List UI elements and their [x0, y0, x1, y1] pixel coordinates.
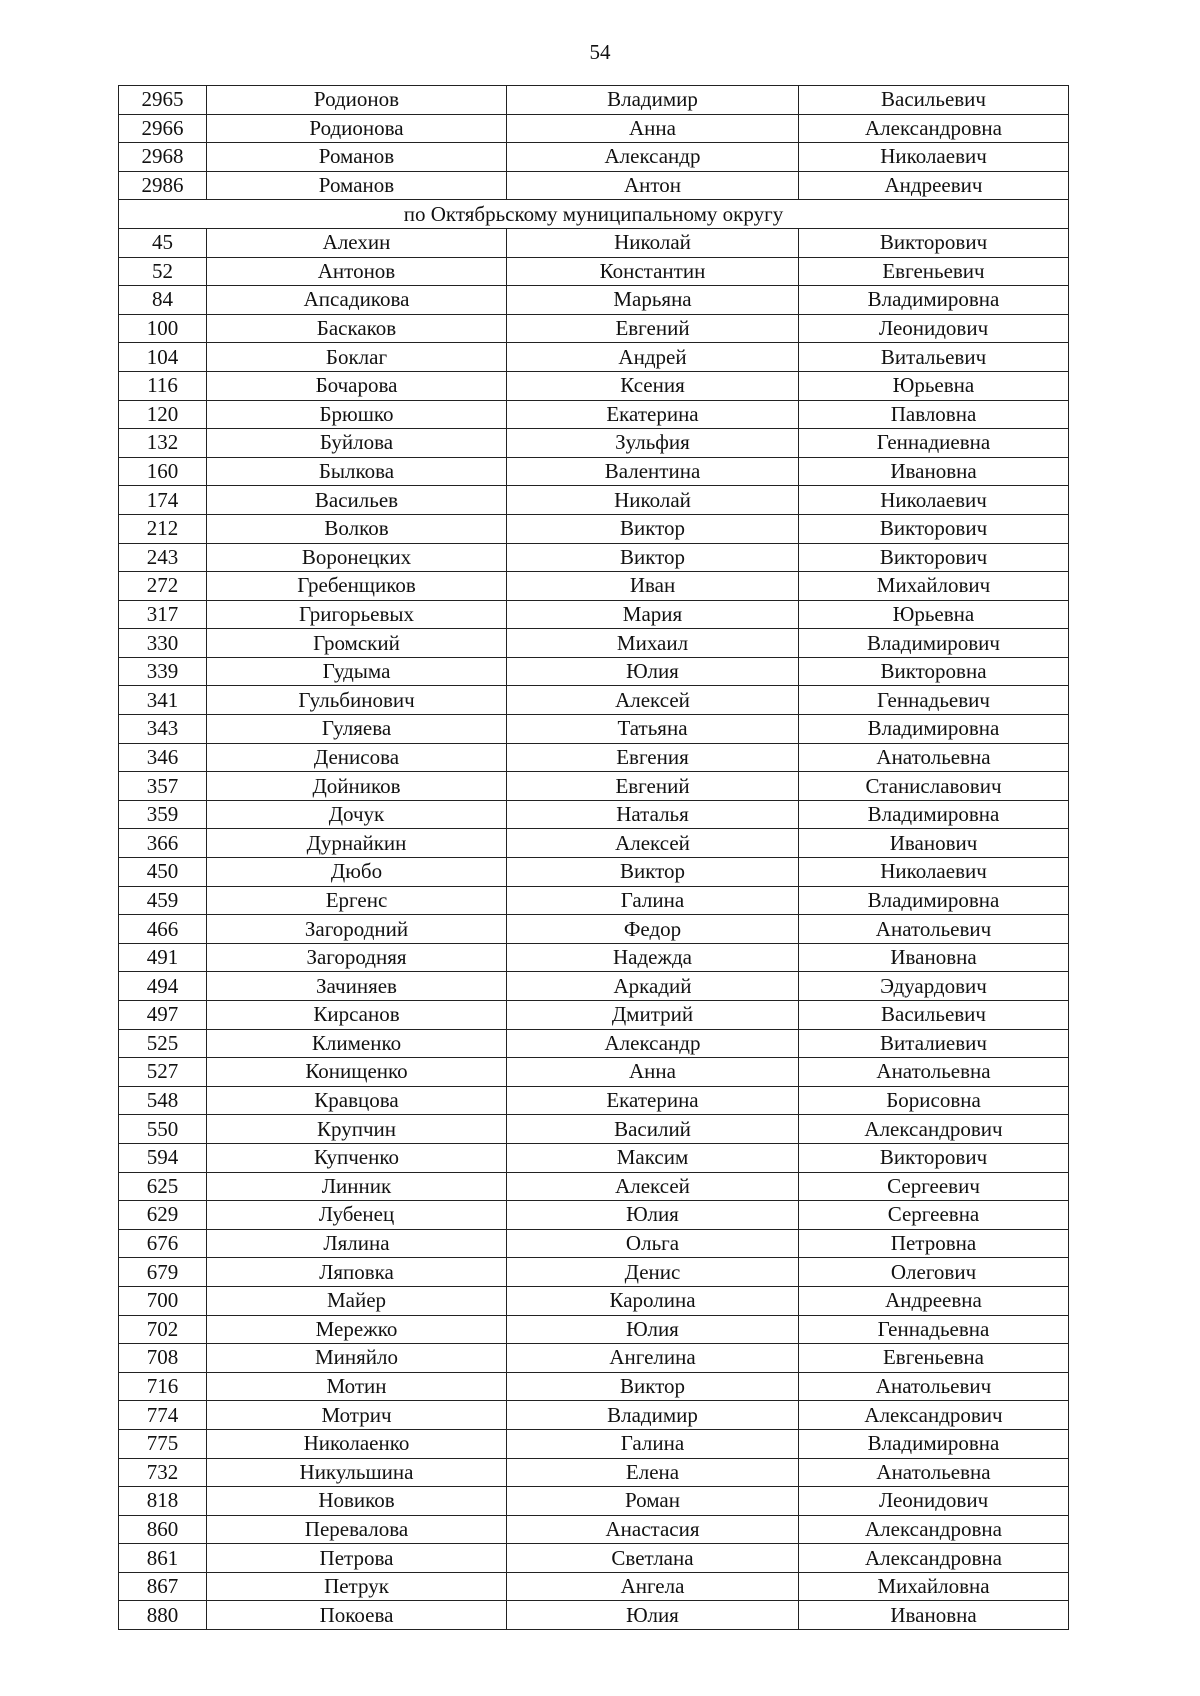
patronymic-cell: Александрович [799, 1401, 1069, 1430]
first-name-cell: Ксения [507, 371, 799, 400]
surname-cell: Романов [207, 143, 507, 172]
patronymic-cell: Ивановна [799, 943, 1069, 972]
surname-cell: Лялина [207, 1229, 507, 1258]
patronymic-cell: Евгеньевич [799, 257, 1069, 286]
patronymic-cell: Михайлович [799, 572, 1069, 601]
patronymic-cell: Николаевич [799, 143, 1069, 172]
patronymic-cell: Андреевна [799, 1286, 1069, 1315]
first-name-cell: Ольга [507, 1229, 799, 1258]
table-row [119, 772, 1069, 801]
table-row [119, 1458, 1069, 1487]
first-name-cell: Алексей [507, 829, 799, 858]
surname-cell: Боклаг [207, 343, 507, 372]
first-name-cell: Евгений [507, 772, 799, 801]
first-name-cell: Светлана [507, 1544, 799, 1573]
surname-cell: Григорьевых [207, 600, 507, 629]
number-cell: 52 [119, 257, 207, 286]
first-name-cell: Анастасия [507, 1515, 799, 1544]
first-name-cell: Максим [507, 1143, 799, 1172]
first-name-cell: Виктор [507, 858, 799, 887]
first-name-cell: Николай [507, 228, 799, 257]
number-cell: 880 [119, 1601, 207, 1630]
first-name-cell: Юлия [507, 1315, 799, 1344]
number-cell: 2965 [119, 86, 207, 115]
surname-cell: Баскаков [207, 314, 507, 343]
surname-cell: Родионова [207, 114, 507, 143]
number-cell: 494 [119, 972, 207, 1001]
first-name-cell: Константин [507, 257, 799, 286]
surname-cell: Перевалова [207, 1515, 507, 1544]
patronymic-cell: Витальевич [799, 343, 1069, 372]
roster-table [118, 85, 1069, 1630]
table-row [119, 1258, 1069, 1287]
surname-cell: Мотин [207, 1372, 507, 1401]
table-row [119, 1372, 1069, 1401]
first-name-cell: Евгений [507, 314, 799, 343]
table-row [119, 228, 1069, 257]
patronymic-cell: Олегович [799, 1258, 1069, 1287]
first-name-cell: Николай [507, 486, 799, 515]
table-row [119, 1058, 1069, 1087]
first-name-cell: Виктор [507, 1372, 799, 1401]
number-cell: 330 [119, 629, 207, 658]
table-row [119, 400, 1069, 429]
surname-cell: Воронецких [207, 543, 507, 572]
table-row [119, 1086, 1069, 1115]
first-name-cell: Зульфия [507, 429, 799, 458]
number-cell: 629 [119, 1201, 207, 1230]
surname-cell: Денисова [207, 743, 507, 772]
surname-cell: Дурнайкин [207, 829, 507, 858]
patronymic-cell: Викторович [799, 514, 1069, 543]
number-cell: 732 [119, 1458, 207, 1487]
number-cell: 860 [119, 1515, 207, 1544]
table-row [119, 486, 1069, 515]
first-name-cell: Екатерина [507, 1086, 799, 1115]
surname-cell: Волков [207, 514, 507, 543]
number-cell: 339 [119, 657, 207, 686]
table-row [119, 371, 1069, 400]
first-name-cell: Каролина [507, 1286, 799, 1315]
surname-cell: Майер [207, 1286, 507, 1315]
table-row [119, 858, 1069, 887]
first-name-cell: Елена [507, 1458, 799, 1487]
patronymic-cell: Виталиевич [799, 1029, 1069, 1058]
first-name-cell: Надежда [507, 943, 799, 972]
number-cell: 594 [119, 1143, 207, 1172]
table-row [119, 572, 1069, 601]
first-name-cell: Аркадий [507, 972, 799, 1001]
patronymic-cell: Анатольевич [799, 915, 1069, 944]
number-cell: 450 [119, 858, 207, 887]
surname-cell: Дюбо [207, 858, 507, 887]
table-row [119, 514, 1069, 543]
patronymic-cell: Владимировна [799, 286, 1069, 315]
surname-cell: Линник [207, 1172, 507, 1201]
table-row [119, 1572, 1069, 1601]
patronymic-cell: Геннадиевна [799, 429, 1069, 458]
table-row [119, 1487, 1069, 1516]
first-name-cell: Галина [507, 886, 799, 915]
surname-cell: Никульшина [207, 1458, 507, 1487]
first-name-cell: Юлия [507, 1201, 799, 1230]
number-cell: 676 [119, 1229, 207, 1258]
table-row [119, 1515, 1069, 1544]
table-row [119, 1429, 1069, 1458]
surname-cell: Новиков [207, 1487, 507, 1516]
table-row [119, 1201, 1069, 1230]
surname-cell: Гуляева [207, 715, 507, 744]
first-name-cell: Андрей [507, 343, 799, 372]
patronymic-cell: Владимировна [799, 886, 1069, 915]
table-row [119, 314, 1069, 343]
table-row [119, 1401, 1069, 1430]
patronymic-cell: Эдуардович [799, 972, 1069, 1001]
table-row [119, 1544, 1069, 1573]
number-cell: 243 [119, 543, 207, 572]
surname-cell: Ляповка [207, 1258, 507, 1287]
surname-cell: Клименко [207, 1029, 507, 1058]
surname-cell: Антонов [207, 257, 507, 286]
surname-cell: Апсадикова [207, 286, 507, 315]
number-cell: 716 [119, 1372, 207, 1401]
patronymic-cell: Геннадьевич [799, 686, 1069, 715]
first-name-cell: Юлия [507, 1601, 799, 1630]
table-row [119, 886, 1069, 915]
surname-cell: Петрова [207, 1544, 507, 1573]
number-cell: 116 [119, 371, 207, 400]
patronymic-cell: Владимировна [799, 1429, 1069, 1458]
first-name-cell: Виктор [507, 543, 799, 572]
table-row [119, 286, 1069, 315]
surname-cell: Гудыма [207, 657, 507, 686]
number-cell: 341 [119, 686, 207, 715]
first-name-cell: Евгения [507, 743, 799, 772]
patronymic-cell: Владимировна [799, 715, 1069, 744]
number-cell: 2968 [119, 143, 207, 172]
number-cell: 550 [119, 1115, 207, 1144]
first-name-cell: Антон [507, 171, 799, 200]
surname-cell: Купченко [207, 1143, 507, 1172]
table-row [119, 171, 1069, 200]
surname-cell: Зачиняев [207, 972, 507, 1001]
surname-cell: Мотрич [207, 1401, 507, 1430]
number-cell: 867 [119, 1572, 207, 1601]
first-name-cell: Юлия [507, 657, 799, 686]
number-cell: 466 [119, 915, 207, 944]
surname-cell: Миняйло [207, 1344, 507, 1373]
first-name-cell: Татьяна [507, 715, 799, 744]
first-name-cell: Ангелина [507, 1344, 799, 1373]
patronymic-cell: Анатольевич [799, 1372, 1069, 1401]
surname-cell: Бочарова [207, 371, 507, 400]
surname-cell: Лубенец [207, 1201, 507, 1230]
first-name-cell: Алексей [507, 686, 799, 715]
surname-cell: Загородняя [207, 943, 507, 972]
table-row [119, 1344, 1069, 1373]
table-row [119, 457, 1069, 486]
number-cell: 343 [119, 715, 207, 744]
section-heading-row [119, 200, 1069, 229]
patronymic-cell: Борисовна [799, 1086, 1069, 1115]
first-name-cell: Мария [507, 600, 799, 629]
patronymic-cell: Леонидович [799, 314, 1069, 343]
patronymic-cell: Александровна [799, 1544, 1069, 1573]
surname-cell: Романов [207, 171, 507, 200]
first-name-cell: Валентина [507, 457, 799, 486]
table-row [119, 943, 1069, 972]
patronymic-cell: Петровна [799, 1229, 1069, 1258]
first-name-cell: Денис [507, 1258, 799, 1287]
first-name-cell: Виктор [507, 514, 799, 543]
first-name-cell: Владимир [507, 86, 799, 115]
first-name-cell: Наталья [507, 800, 799, 829]
number-cell: 548 [119, 1086, 207, 1115]
first-name-cell: Александр [507, 1029, 799, 1058]
patronymic-cell: Сергеевна [799, 1201, 1069, 1230]
patronymic-cell: Викторович [799, 1143, 1069, 1172]
patronymic-cell: Ивановна [799, 457, 1069, 486]
first-name-cell: Иван [507, 572, 799, 601]
first-name-cell: Дмитрий [507, 1001, 799, 1030]
number-cell: 212 [119, 514, 207, 543]
table-row [119, 629, 1069, 658]
first-name-cell: Михаил [507, 629, 799, 658]
patronymic-cell: Евгеньевна [799, 1344, 1069, 1373]
first-name-cell: Анна [507, 1058, 799, 1087]
number-cell: 525 [119, 1029, 207, 1058]
table-row [119, 800, 1069, 829]
first-name-cell: Федор [507, 915, 799, 944]
number-cell: 527 [119, 1058, 207, 1087]
number-cell: 160 [119, 457, 207, 486]
number-cell: 366 [119, 829, 207, 858]
patronymic-cell: Васильевич [799, 1001, 1069, 1030]
first-name-cell: Марьяна [507, 286, 799, 315]
table-row [119, 86, 1069, 115]
table-row [119, 915, 1069, 944]
table-row [119, 686, 1069, 715]
table-row [119, 600, 1069, 629]
number-cell: 625 [119, 1172, 207, 1201]
table-row [119, 972, 1069, 1001]
number-cell: 272 [119, 572, 207, 601]
surname-cell: Петрук [207, 1572, 507, 1601]
number-cell: 317 [119, 600, 207, 629]
table-row [119, 1229, 1069, 1258]
number-cell: 679 [119, 1258, 207, 1287]
table-row [119, 1286, 1069, 1315]
patronymic-cell: Анатольевна [799, 743, 1069, 772]
patronymic-cell: Викторович [799, 543, 1069, 572]
surname-cell: Дойников [207, 772, 507, 801]
number-cell: 359 [119, 800, 207, 829]
number-cell: 174 [119, 486, 207, 515]
table-row [119, 1029, 1069, 1058]
patronymic-cell: Анатольевна [799, 1058, 1069, 1087]
surname-cell: Конищенко [207, 1058, 507, 1087]
surname-cell: Былкова [207, 457, 507, 486]
table-row [119, 1172, 1069, 1201]
patronymic-cell: Викторовна [799, 657, 1069, 686]
surname-cell: Дочук [207, 800, 507, 829]
number-cell: 45 [119, 228, 207, 257]
patronymic-cell: Станиславович [799, 772, 1069, 801]
surname-cell: Кирсанов [207, 1001, 507, 1030]
patronymic-cell: Сергеевич [799, 1172, 1069, 1201]
patronymic-cell: Александрович [799, 1115, 1069, 1144]
patronymic-cell: Николаевич [799, 486, 1069, 515]
table-row [119, 715, 1069, 744]
number-cell: 132 [119, 429, 207, 458]
number-cell: 861 [119, 1544, 207, 1573]
first-name-cell: Алексей [507, 1172, 799, 1201]
number-cell: 700 [119, 1286, 207, 1315]
patronymic-cell: Юрьевна [799, 371, 1069, 400]
table-row [119, 743, 1069, 772]
patronymic-cell: Анатольевна [799, 1458, 1069, 1487]
first-name-cell: Василий [507, 1115, 799, 1144]
table-row [119, 257, 1069, 286]
first-name-cell: Галина [507, 1429, 799, 1458]
number-cell: 818 [119, 1487, 207, 1516]
patronymic-cell: Андреевич [799, 171, 1069, 200]
first-name-cell: Екатерина [507, 400, 799, 429]
surname-cell: Алехин [207, 228, 507, 257]
first-name-cell: Анна [507, 114, 799, 143]
surname-cell: Крупчин [207, 1115, 507, 1144]
surname-cell: Покоева [207, 1601, 507, 1630]
table-row [119, 1315, 1069, 1344]
patronymic-cell: Александровна [799, 114, 1069, 143]
number-cell: 491 [119, 943, 207, 972]
patronymic-cell: Леонидович [799, 1487, 1069, 1516]
table-row [119, 1601, 1069, 1630]
surname-cell: Родионов [207, 86, 507, 115]
table-row [119, 429, 1069, 458]
table-row [119, 143, 1069, 172]
table-row [119, 1143, 1069, 1172]
surname-cell: Брюшко [207, 400, 507, 429]
surname-cell: Гребенщиков [207, 572, 507, 601]
number-cell: 708 [119, 1344, 207, 1373]
number-cell: 459 [119, 886, 207, 915]
patronymic-cell: Николаевич [799, 858, 1069, 887]
number-cell: 774 [119, 1401, 207, 1430]
number-cell: 346 [119, 743, 207, 772]
number-cell: 2986 [119, 171, 207, 200]
first-name-cell: Владимир [507, 1401, 799, 1430]
table-row [119, 114, 1069, 143]
surname-cell: Мережко [207, 1315, 507, 1344]
first-name-cell: Ангела [507, 1572, 799, 1601]
patronymic-cell: Владимировна [799, 800, 1069, 829]
page-number: 54 [589, 40, 611, 64]
surname-cell: Загородний [207, 915, 507, 944]
patronymic-cell: Юрьевна [799, 600, 1069, 629]
surname-cell: Буйлова [207, 429, 507, 458]
patronymic-cell: Владимирович [799, 629, 1069, 658]
table-row [119, 1001, 1069, 1030]
table-row [119, 829, 1069, 858]
surname-cell: Ергенс [207, 886, 507, 915]
surname-cell: Николаенко [207, 1429, 507, 1458]
patronymic-cell: Ивановна [799, 1601, 1069, 1630]
first-name-cell: Александр [507, 143, 799, 172]
surname-cell: Васильев [207, 486, 507, 515]
number-cell: 497 [119, 1001, 207, 1030]
patronymic-cell: Васильевич [799, 86, 1069, 115]
patronymic-cell: Викторович [799, 228, 1069, 257]
roster-body [119, 86, 1069, 1630]
table-row [119, 343, 1069, 372]
number-cell: 775 [119, 1429, 207, 1458]
table-row [119, 657, 1069, 686]
number-cell: 100 [119, 314, 207, 343]
patronymic-cell: Геннадьевна [799, 1315, 1069, 1344]
patronymic-cell: Александровна [799, 1515, 1069, 1544]
patronymic-cell: Павловна [799, 400, 1069, 429]
surname-cell: Громский [207, 629, 507, 658]
number-cell: 104 [119, 343, 207, 372]
table-row [119, 1115, 1069, 1144]
number-cell: 120 [119, 400, 207, 429]
surname-cell: Гульбинович [207, 686, 507, 715]
number-cell: 702 [119, 1315, 207, 1344]
table-row [119, 543, 1069, 572]
number-cell: 357 [119, 772, 207, 801]
patronymic-cell: Михайловна [799, 1572, 1069, 1601]
section-heading: по Октябрьскому муниципальному округу [119, 200, 1069, 229]
number-cell: 84 [119, 286, 207, 315]
patronymic-cell: Иванович [799, 829, 1069, 858]
first-name-cell: Роман [507, 1487, 799, 1516]
number-cell: 2966 [119, 114, 207, 143]
surname-cell: Кравцова [207, 1086, 507, 1115]
